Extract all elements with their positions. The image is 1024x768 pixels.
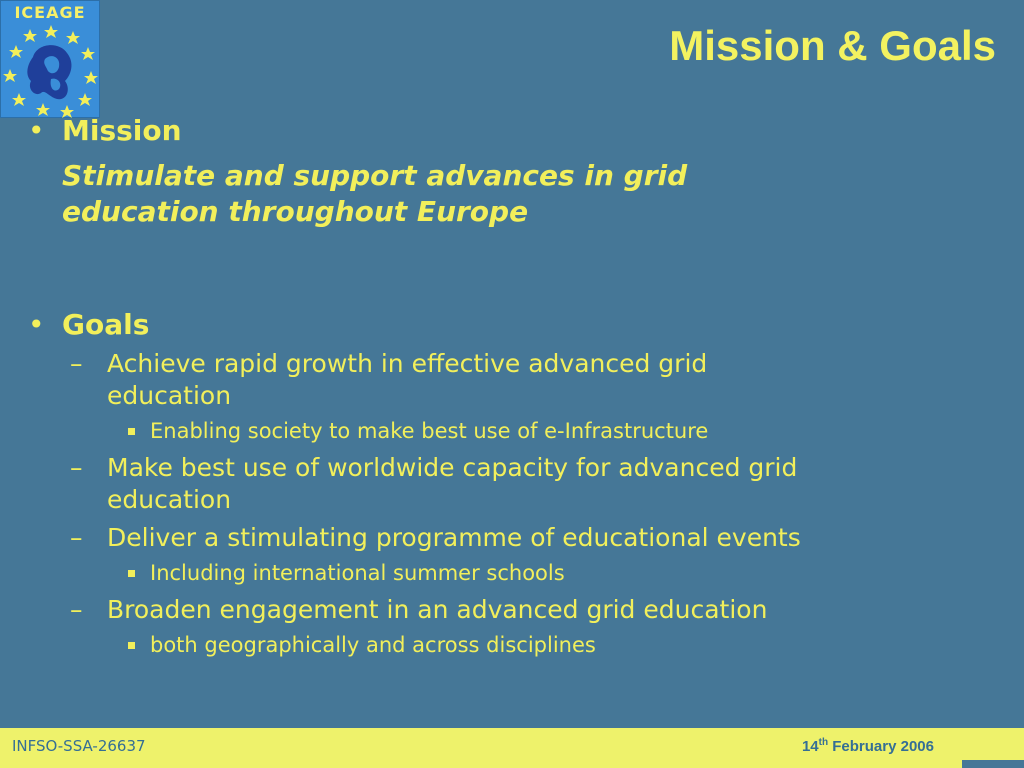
bullet-dot-icon: • bbox=[28, 114, 45, 147]
goal-text-line1: Achieve rapid growth in effective advanced grid bbox=[107, 349, 708, 378]
goals-list bbox=[26, 348, 986, 660]
footer-bar bbox=[0, 728, 1024, 768]
square-bullet-icon bbox=[128, 642, 135, 649]
dash-icon: – bbox=[70, 349, 83, 378]
iceage-logo-icon bbox=[1, 19, 101, 119]
goal-subitem-text: Including international summer schools bbox=[150, 561, 565, 585]
iceage-logo bbox=[0, 0, 100, 118]
footer-date-day: 14 bbox=[801, 738, 819, 755]
goals-section bbox=[26, 306, 986, 660]
goal-subitem bbox=[26, 416, 986, 446]
goal-subitem-text: Enabling society to make best use of e-Infrastructure bbox=[150, 419, 709, 443]
slide-title: Mission & Goals bbox=[669, 22, 996, 69]
mission-statement-line2: education throughout Europe bbox=[62, 195, 529, 228]
square-bullet-icon bbox=[128, 428, 135, 435]
logo-text: ICEAGE bbox=[14, 3, 86, 22]
bullet-dot-icon: • bbox=[28, 308, 45, 341]
goal-subitem bbox=[26, 558, 986, 588]
footer-date-rest: February 2006 bbox=[828, 738, 934, 755]
goal-text-line1: Make best use of worldwide capacity for advanced grid bbox=[107, 453, 798, 482]
goal-item bbox=[26, 452, 986, 516]
footer-date-suffix: th bbox=[818, 737, 829, 748]
goal-item bbox=[26, 594, 986, 626]
mission-statement bbox=[26, 158, 986, 230]
footer-project-code: INFSO-SSA-26637 bbox=[12, 737, 146, 755]
slide-content bbox=[26, 112, 986, 660]
mission-statement-line1: Stimulate and support advances in grid bbox=[62, 159, 688, 192]
goal-text-line2: education bbox=[107, 485, 232, 514]
dash-icon: – bbox=[70, 523, 83, 552]
mission-bullet bbox=[26, 112, 986, 150]
goal-text-line1: Broaden engagement in an advanced grid education bbox=[107, 595, 768, 624]
footer-corner-tab bbox=[962, 760, 1024, 768]
footer-date bbox=[802, 737, 934, 755]
goal-subitem-text: both geographically and across disciplines bbox=[150, 633, 596, 657]
square-bullet-icon bbox=[128, 570, 135, 577]
goals-heading: Goals bbox=[62, 308, 150, 341]
dash-icon: – bbox=[70, 453, 83, 482]
goal-text-line1: Deliver a stimulating programme of educational events bbox=[107, 523, 801, 552]
goal-item bbox=[26, 348, 986, 412]
goal-text-line2: education bbox=[107, 381, 232, 410]
goal-item bbox=[26, 522, 986, 554]
goal-subitem bbox=[26, 630, 986, 660]
mission-heading: Mission bbox=[62, 114, 182, 147]
dash-icon: – bbox=[70, 595, 83, 624]
goals-bullet bbox=[26, 306, 986, 344]
